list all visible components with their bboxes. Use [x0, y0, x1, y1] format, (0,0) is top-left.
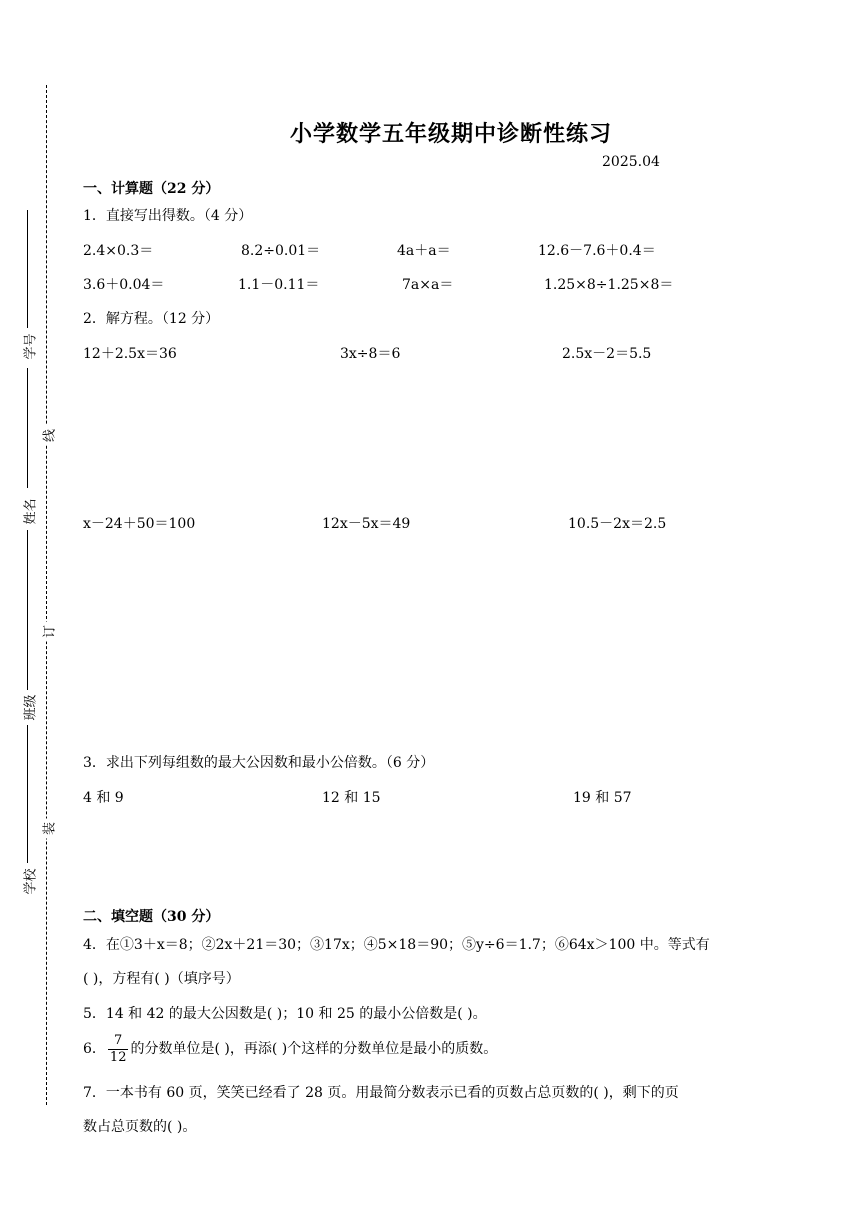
question-7-line-2: 数占总页数的( )。	[83, 1119, 197, 1135]
q1-item: 12.6－7.6＋0.4＝	[538, 243, 656, 259]
question-6	[83, 1030, 497, 1068]
page-title: 小学数学五年级期中诊断性练习	[290, 121, 613, 147]
q3-item: 19 和 57	[573, 790, 632, 806]
q3-item: 4 和 9	[83, 790, 124, 806]
school-line	[27, 725, 28, 863]
class-line	[27, 530, 28, 690]
q1-item: 1.25×8÷1.25×8＝	[544, 277, 674, 293]
binding-mark-staple: 订	[39, 622, 58, 642]
name-label: 姓名	[23, 498, 39, 525]
q3-item: 12 和 15	[322, 790, 381, 806]
question-5: 5．14 和 42 的最大公因数是( )；10 和 25 的最小公倍数是( )。	[83, 1006, 487, 1022]
q6-number: 6．	[83, 1041, 106, 1057]
q2-equation: 2.5x－2＝5.5	[562, 346, 652, 362]
q2-equation: 3x÷8＝6	[340, 346, 401, 362]
q1-item: 1.1－0.11＝	[238, 277, 320, 293]
class-label: 班级	[23, 694, 39, 721]
q2-equation: 10.5－2x＝2.5	[568, 516, 667, 532]
q1-item: 3.6＋0.04＝	[83, 277, 165, 293]
question-4-line-2: ( )，方程有( )（填序号）	[83, 971, 240, 987]
exam-date: 2025.04	[602, 154, 660, 170]
question-1-label: 1．直接写出得数。（4 分）	[83, 208, 253, 224]
q2-equation: 12＋2.5x＝36	[83, 346, 177, 362]
q2-equation: 12x－5x＝49	[322, 516, 411, 532]
q1-item: 4a＋a＝	[397, 243, 451, 259]
student-id-line	[27, 210, 28, 328]
question-7-line-1: 7．一本书有 60 页，笑笑已经看了 28 页。用最简分数表示已看的页数占总页数的( )，剩下的页	[83, 1085, 679, 1101]
fraction-numerator: 7	[108, 1033, 129, 1050]
q2-equation: x－24＋50＝100	[83, 516, 196, 532]
section-heading-fill-blank: 二、填空题（30 分）	[83, 909, 220, 925]
section-heading-calculation: 一、计算题（22 分）	[83, 181, 220, 197]
school-label: 学校	[23, 868, 39, 895]
name-line-top	[27, 368, 28, 488]
binding-mark-bind: 装	[39, 819, 58, 839]
question-3-label: 3．求出下列每组数的最大公因数和最小公倍数。（6 分）	[83, 755, 435, 771]
q6-text: 的分数单位是( )，再添( )个这样的分数单位是最小的质数。	[130, 1041, 498, 1057]
student-id-label: 学号	[23, 333, 39, 360]
q6-fraction	[108, 1033, 129, 1066]
fraction-denominator: 12	[109, 1049, 127, 1065]
binding-mark-line: 线	[39, 426, 58, 446]
binding-dashed-line	[46, 85, 47, 1105]
q1-item: 8.2÷0.01＝	[241, 243, 321, 259]
question-4-line-1: 4．在①3＋x＝8；②2x＋21＝30；③17x；④5×18＝90；⑤y÷6＝1.7；⑥64x＞100 中。等式有	[83, 937, 710, 953]
question-2-label: 2．解方程。（12 分）	[83, 311, 220, 327]
q1-item: 2.4×0.3＝	[83, 243, 154, 259]
q1-item: 7a×a＝	[402, 277, 454, 293]
